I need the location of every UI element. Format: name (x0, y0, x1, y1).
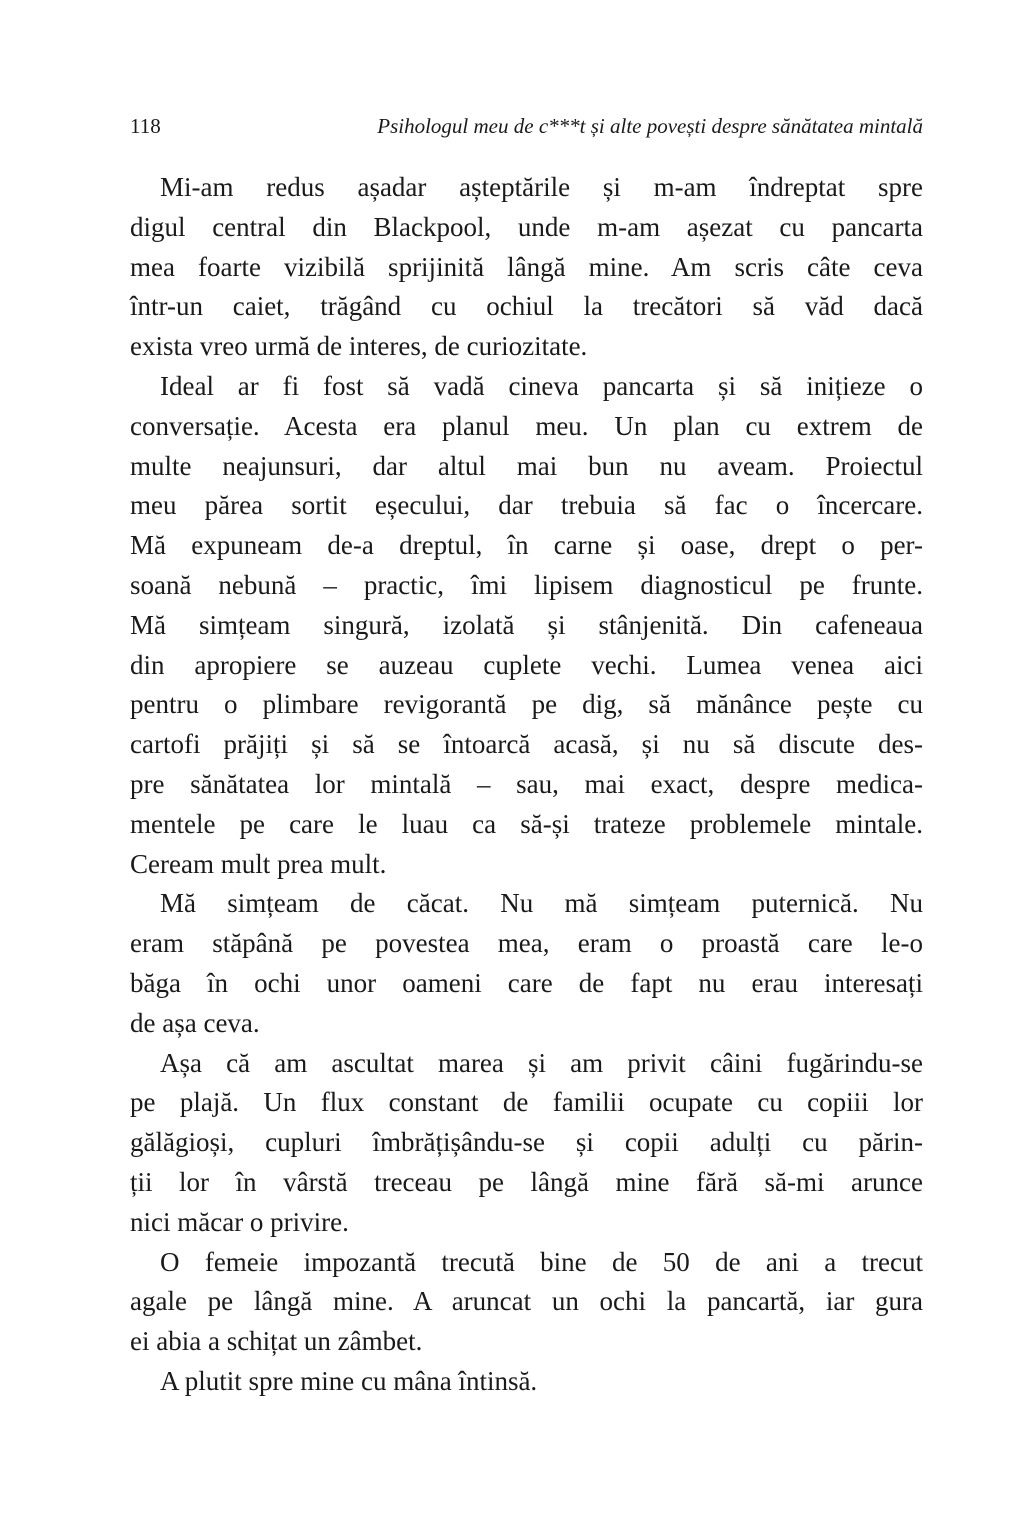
text-line: Mă simțeam singură, izolată și stânjenită. Din cafeneaua (130, 609, 923, 640)
text-line: cartofi prăjiți și să se întoarcă acasă, și nu să discute des- (130, 729, 923, 760)
page-number: 118 (130, 114, 161, 138)
text-line: exista vreo urmă de interes, de curiozitate. (130, 331, 588, 362)
paragraph (130, 168, 923, 367)
running-header (130, 114, 923, 144)
paragraph (130, 1044, 923, 1243)
text-line: conversație. Acesta era planul meu. Un plan cu extrem de (130, 410, 923, 441)
paragraph (130, 1243, 923, 1362)
text-line: ei abia a schițat un zâmbet. (130, 1326, 423, 1357)
text-line: gălăgioși, cupluri îmbrățișându-se și copii adulți cu părin- (130, 1127, 923, 1158)
text-line: Mi-am redus așadar așteptările și m-am îndreptat spre (160, 172, 923, 202)
text-line: mentele pe care le luau ca să-și trateze problemele mintale. (130, 808, 923, 839)
text-line: Așa că am ascultat marea și am privit câini fugărindu-se (160, 1047, 923, 1078)
text-line: pe plajă. Un flux constant de familii ocupate cu copiii lor (130, 1087, 923, 1118)
text-line: pre sănătatea lor mintală – sau, mai exact, despre medica- (130, 768, 923, 799)
text-line: digul central din Blackpool, unde m-am așezat cu pancarta (130, 211, 923, 242)
text-line: Ideal ar fi fost să vadă cineva pancarta și să inițieze o (160, 370, 923, 401)
text-line: de așa ceva. (130, 1007, 260, 1038)
text-line: eram stăpână pe povestea mea, eram o proastă care le-o (130, 928, 923, 959)
text-line: Mă simțeam de căcat. Nu mă simțeam puternică. Nu (160, 888, 923, 919)
text-line: mea foarte vizibilă sprijinită lângă mine. Am scris câte ceva (130, 251, 923, 282)
text-line: într-un caiet, trăgând cu ochiul la trecători să văd dacă (130, 291, 923, 322)
paragraph (130, 1362, 923, 1402)
paragraph (130, 367, 923, 884)
text-line: A plutit spre mine cu mâna întinsă. (160, 1365, 538, 1396)
text-line: soană nebună – practic, îmi lipisem diagnosticul pe frunte. (130, 569, 923, 600)
text-line: Mă expuneam de-a dreptul, în carne și oase, drept o per- (130, 530, 923, 561)
text-line: ții lor în vârstă treceau pe lângă mine fără să-mi arunce (130, 1166, 923, 1197)
text-line: băga în ochi unor oameni care de fapt nu erau interesați (130, 967, 923, 998)
text-line: nici măcar o privire. (130, 1206, 349, 1237)
text-line: din apropiere se auzeau cuplete vechi. Lumea venea aici (130, 649, 923, 680)
text-line: multe neajunsuri, dar altul mai bun nu aveam. Proiectul (130, 450, 923, 481)
text-line: agale pe lângă mine. A aruncat un ochi la pancartă, iar gura (130, 1286, 923, 1317)
text-line: O femeie impozantă trecută bine de 50 de ani a trecut (160, 1246, 923, 1277)
running-title: Psihologul meu de c***t și alte povești despre sănătatea mintală (377, 114, 923, 138)
text-line: pentru o plimbare revigorantă pe dig, să mănânce pește cu (130, 689, 923, 720)
paragraph (130, 884, 923, 1043)
body-text (130, 168, 923, 1402)
text-line: Ceream mult prea mult. (130, 848, 387, 879)
text-line: meu părea sortit eșecului, dar trebuia să fac o încercare. (130, 490, 923, 521)
